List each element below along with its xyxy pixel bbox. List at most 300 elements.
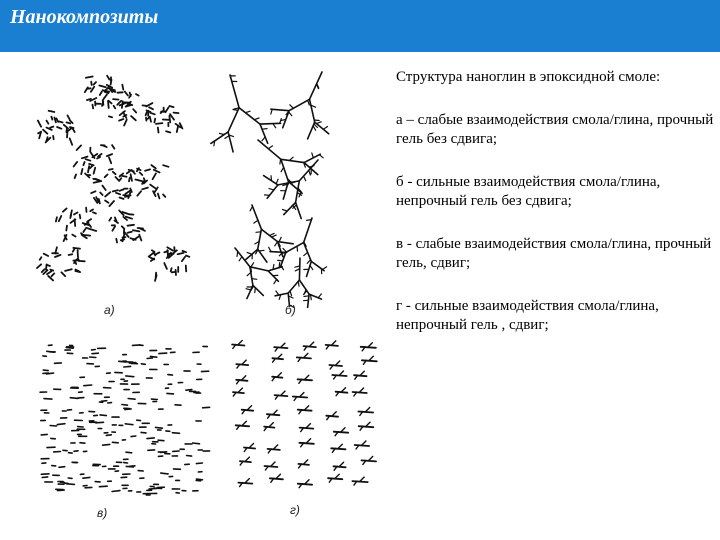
network-branch (270, 252, 286, 253)
aligned-platelet (159, 353, 167, 354)
panel-a-clusters (37, 76, 189, 281)
clay-platelet (140, 173, 143, 176)
flake-branch (242, 421, 246, 425)
clay-platelet (158, 128, 159, 133)
aligned-platelet (128, 399, 135, 400)
network-branch (310, 99, 315, 122)
network-whisker (276, 179, 278, 184)
clay-platelet (125, 92, 128, 96)
clay-platelet (38, 121, 41, 127)
panel-a-label: а) (104, 303, 115, 317)
clay-platelet (100, 193, 102, 196)
clay-platelet (99, 86, 106, 88)
clay-platelet (186, 256, 189, 257)
flake-branch (360, 477, 364, 481)
panel-b-network (211, 72, 329, 307)
aligned-platelet (187, 456, 192, 457)
clay-platelet (105, 192, 110, 196)
clay-platelet (154, 170, 160, 173)
flake-branch (304, 460, 308, 464)
network-whisker (233, 110, 238, 111)
aligned-platelet (106, 435, 111, 436)
clay-platelet (150, 113, 154, 115)
network-whisker (323, 127, 327, 130)
network-whisker (308, 100, 310, 105)
network-whisker (279, 263, 280, 268)
flake-branch (278, 354, 282, 358)
aligned-platelet (41, 434, 47, 435)
flake-branch (362, 441, 366, 445)
clay-platelet (93, 212, 96, 213)
flake-branch (336, 361, 340, 365)
clay-platelet (89, 164, 94, 165)
flake-branch (305, 375, 309, 379)
clay-platelet (109, 169, 113, 170)
aligned-platelet (92, 353, 98, 354)
clay-platelet (116, 193, 120, 195)
clay-platelet (42, 269, 45, 272)
clay-platelet (98, 154, 102, 157)
network-whisker (256, 232, 261, 233)
network-whisker (317, 122, 322, 124)
aligned-platelet (150, 356, 156, 357)
flake-branch (305, 480, 309, 484)
clay-platelet (109, 201, 114, 206)
clay-platelet (120, 103, 126, 105)
description-item-g: г - сильные взаимодействия смола/глина, непрочный гель , сдвиг; (396, 298, 659, 333)
network-branch (304, 218, 312, 243)
aligned-platelet (197, 479, 203, 480)
aligned-platelet (78, 398, 84, 399)
clay-platelet (82, 157, 88, 159)
clay-platelet (150, 185, 155, 189)
clay-platelet (119, 119, 123, 121)
clay-platelet (86, 159, 91, 161)
clay-platelet (112, 91, 115, 92)
clay-platelet (83, 229, 85, 232)
network-whisker (271, 176, 272, 181)
clay-platelet (113, 99, 118, 100)
clay-platelet (108, 101, 109, 108)
aligned-platelet (99, 486, 107, 487)
aligned-platelet (84, 385, 92, 386)
aligned-platelet (133, 345, 141, 346)
network-whisker (237, 252, 238, 257)
aligned-platelet (112, 442, 118, 443)
clay-platelet (86, 228, 92, 230)
aligned-platelet (147, 358, 152, 359)
clay-platelet (156, 252, 160, 254)
clay-platelet (73, 248, 80, 249)
clay-platelet (75, 174, 77, 178)
clay-platelet (163, 195, 165, 197)
aligned-platelet (83, 477, 90, 478)
clay-platelet (94, 82, 96, 85)
network-whisker (307, 220, 312, 221)
network-branch (252, 205, 261, 229)
network-whisker (239, 257, 242, 261)
network-whisker (272, 235, 277, 237)
clay-platelet (57, 127, 61, 129)
clay-platelet (86, 77, 93, 78)
clay-platelet (93, 105, 94, 109)
network-whisker (310, 265, 313, 269)
clay-platelet (150, 118, 151, 122)
clay-platelet (47, 265, 50, 266)
clay-platelet (105, 175, 108, 178)
aligned-platelet (58, 490, 65, 491)
clay-platelet (56, 217, 57, 221)
flake-branch (271, 462, 275, 466)
network-whisker (254, 220, 258, 223)
flake-branch (269, 423, 273, 427)
network-whisker (304, 252, 308, 255)
clay-platelet (67, 122, 71, 123)
flake-branch (238, 388, 242, 392)
clay-platelet (40, 257, 42, 260)
flake-branch (307, 439, 311, 443)
network-whisker (278, 260, 283, 261)
network-whisker (283, 210, 288, 212)
description-item-b: б - сильные взаимодействия смола/глина, непрочный гель без сдвига; (396, 174, 661, 209)
network-branch (310, 72, 323, 99)
aligned-platelet (74, 451, 78, 452)
clay-platelet (94, 181, 101, 182)
network-branch (228, 108, 239, 132)
clay-platelet (142, 188, 148, 190)
clay-platelet (112, 145, 114, 149)
flake-branch (342, 388, 346, 392)
network-whisker (269, 189, 274, 190)
aligned-platelet (126, 466, 133, 467)
flake-branch (366, 422, 370, 426)
aligned-platelet (126, 452, 132, 453)
clay-platelet (129, 178, 130, 182)
clay-platelet (131, 116, 136, 120)
clay-platelet (164, 263, 167, 269)
clay-platelet (111, 80, 112, 85)
clay-platelet (68, 115, 70, 119)
network-branch (296, 181, 300, 203)
clay-platelet (59, 216, 62, 221)
clay-platelet (74, 162, 78, 167)
clay-platelet (171, 268, 172, 271)
flake-branch (306, 424, 310, 428)
aligned-platelet (158, 440, 164, 441)
aligned-platelet (100, 415, 106, 416)
clay-platelet (92, 230, 96, 231)
clay-platelet (166, 131, 170, 132)
clay-platelet (122, 85, 123, 90)
flake-branch (281, 391, 285, 395)
clay-platelet (105, 201, 108, 203)
flake-branch (238, 341, 242, 345)
clay-platelet (137, 191, 141, 196)
aligned-platelet (196, 463, 202, 464)
network-whisker (219, 133, 224, 134)
network-branch (260, 124, 268, 143)
clay-platelet (183, 251, 187, 252)
flake-branch (369, 456, 373, 460)
network-whisker (251, 263, 254, 267)
aligned-platelet (41, 474, 49, 475)
aligned-platelet (43, 370, 48, 371)
flake-branch (305, 406, 309, 410)
clay-platelet (44, 254, 49, 256)
clay-platelet (120, 176, 126, 177)
aligned-platelet (131, 436, 136, 437)
clay-platelet (178, 253, 184, 254)
flake-branch (368, 343, 372, 347)
clay-platelet (83, 162, 84, 165)
clay-platelet (153, 173, 156, 179)
clay-platelet (108, 88, 115, 90)
network-whisker (247, 272, 251, 275)
clay-platelet (116, 239, 117, 243)
network-branch (289, 99, 309, 110)
network-branch (271, 109, 289, 111)
panel-v-label: в) (97, 506, 108, 520)
aligned-platelet (186, 390, 192, 391)
clay-platelet (61, 272, 65, 276)
description-item-v: в - слабые взаимодействия смола/глина, прочный гель, сдвиг; (396, 236, 712, 271)
network-whisker (270, 233, 275, 235)
flake-branch (332, 412, 336, 416)
flake-branch (245, 457, 249, 461)
clay-platelet (103, 95, 107, 100)
aligned-platelet (126, 376, 134, 377)
network-whisker (304, 300, 309, 301)
clay-platelet (47, 271, 51, 274)
aligned-platelet (203, 407, 210, 408)
clay-platelet (128, 232, 132, 233)
clay-platelet (146, 112, 147, 115)
flake-branch (360, 388, 364, 392)
network-whisker (290, 291, 292, 296)
aligned-platelet (156, 427, 163, 428)
clay-platelet (91, 87, 94, 92)
description (396, 68, 714, 359)
aligned-platelet (112, 491, 120, 492)
network-whisker (312, 153, 314, 158)
panel-g-aligned-branches (232, 341, 377, 488)
network-whisker (247, 253, 252, 255)
aligned-platelet (103, 444, 110, 445)
clay-platelet (59, 122, 62, 123)
network-branch (308, 122, 315, 139)
clay-platelet (70, 138, 73, 144)
panel-b-label: б) (285, 303, 296, 317)
network-whisker (250, 206, 252, 210)
aligned-platelet (168, 375, 173, 376)
network-branch (239, 108, 260, 124)
network-whisker (281, 167, 284, 171)
flake-branch (332, 341, 336, 345)
flake-branch (340, 371, 344, 375)
flake-branch (341, 428, 345, 432)
network-branch (299, 280, 309, 294)
network-whisker (274, 280, 277, 284)
clay-platelet (109, 218, 111, 221)
flake-branch (338, 444, 342, 448)
aligned-platelet (172, 433, 179, 434)
clay-platelet (150, 257, 155, 259)
clay-platelet (69, 254, 73, 255)
clay-platelet (114, 106, 116, 109)
network-whisker (214, 141, 215, 146)
clay-platelet (90, 210, 93, 212)
aligned-platelet (124, 366, 131, 367)
clay-platelet (74, 213, 78, 215)
network-whisker (322, 267, 326, 270)
clay-platelet (170, 106, 174, 107)
clay-platelet (131, 174, 132, 181)
clay-platelet (109, 116, 112, 117)
clay-platelet (88, 166, 89, 172)
network-whisker (262, 129, 267, 130)
clay-platelet (90, 166, 93, 168)
aligned-platelet (80, 443, 85, 444)
clay-platelet (149, 252, 154, 256)
clay-platelet (116, 177, 120, 181)
clay-platelet (91, 82, 92, 85)
clay-platelet (87, 219, 91, 222)
aligned-platelet (193, 443, 200, 444)
network-whisker (298, 281, 299, 286)
flake-branch (304, 353, 308, 357)
network-whisker (314, 120, 319, 121)
clay-platelet (158, 194, 160, 199)
aligned-platelet (125, 424, 133, 425)
flake-branch (274, 445, 278, 449)
flake-branch (310, 342, 314, 346)
network-branch (230, 75, 239, 108)
clay-platelet (55, 255, 61, 257)
network-branch (278, 242, 294, 244)
network-whisker (304, 296, 309, 297)
clay-platelet (102, 101, 103, 106)
clay-platelet (87, 99, 91, 100)
network-whisker (245, 111, 250, 113)
flake-branch (335, 474, 339, 478)
clay-platelet (146, 103, 152, 106)
aligned-platelet (59, 467, 65, 468)
flake-branch (340, 462, 344, 466)
flake-branch (281, 343, 285, 347)
clay-platelet (109, 157, 111, 163)
clay-platelet (156, 123, 162, 124)
network-whisker (279, 237, 281, 242)
network-whisker (276, 291, 279, 295)
clay-platelet (126, 217, 132, 219)
clay-platelet (65, 269, 72, 271)
aligned-platelet (161, 473, 168, 474)
clay-platelet (127, 171, 130, 173)
clay-platelet (103, 145, 107, 147)
clay-platelet (133, 230, 139, 231)
structure-figure (0, 52, 380, 540)
clay-platelet (77, 145, 82, 150)
clay-platelet (124, 120, 127, 126)
clay-platelet (80, 215, 81, 219)
flake-branch (300, 393, 304, 397)
clay-platelet (52, 273, 55, 276)
clay-platelet (72, 235, 75, 237)
aligned-platelet (167, 393, 174, 394)
flake-branch (248, 406, 252, 410)
clay-platelet (113, 172, 116, 174)
network-branch (267, 185, 278, 198)
clay-platelet (94, 168, 96, 174)
aligned-platelet (147, 438, 154, 439)
aligned-platelet (50, 426, 56, 427)
network-whisker (290, 105, 294, 109)
network-whisker (319, 155, 323, 158)
page-title: Нанокомпозиты (10, 6, 159, 28)
clay-platelet (130, 189, 132, 193)
clay-platelet (91, 191, 95, 193)
network-whisker (309, 170, 311, 175)
aligned-platelet (141, 432, 146, 433)
clay-platelet (129, 95, 131, 98)
clay-platelet (71, 210, 72, 215)
clay-platelet (149, 107, 153, 109)
clay-platelet (182, 257, 185, 261)
network-whisker (275, 242, 278, 246)
clay-platelet (139, 235, 141, 241)
panel-g-label: г) (290, 503, 300, 517)
network-whisker (259, 250, 264, 251)
network-branch (268, 267, 282, 271)
network-branch (281, 159, 304, 162)
clay-platelet (120, 198, 124, 199)
clay-platelet (75, 219, 76, 226)
clay-platelet (113, 190, 118, 191)
aligned-platelet (90, 357, 96, 358)
clay-platelet (107, 76, 109, 80)
aligned-platelet (101, 401, 107, 402)
clay-platelet (140, 228, 145, 231)
clay-platelet (136, 94, 139, 96)
flake-branch (245, 479, 249, 483)
flake-branch (360, 371, 364, 375)
clay-platelet (133, 109, 136, 112)
flake-branch (276, 474, 280, 478)
clay-platelet (73, 128, 75, 132)
clay-platelet (135, 180, 138, 181)
flake-branch (242, 360, 246, 364)
network-whisker (255, 288, 256, 293)
clay-platelet (66, 226, 67, 231)
network-branch (250, 267, 268, 271)
aligned-platelet (122, 405, 128, 406)
network-branch (286, 243, 304, 253)
clay-platelet (122, 226, 125, 229)
clay-platelet (167, 250, 168, 256)
clay-platelet (49, 111, 55, 112)
clay-platelet (51, 117, 52, 120)
network-whisker (318, 294, 321, 298)
clay-platelet (128, 225, 135, 226)
clay-platelet (56, 118, 58, 121)
description-item-a: а – слабые взаимодействия смола/глина, прочный гель без сдвига; (396, 112, 714, 147)
clay-platelet (174, 113, 179, 114)
clay-platelet (53, 136, 54, 139)
network-branch (260, 123, 281, 124)
clay-platelet (112, 226, 115, 230)
aligned-platelet (44, 399, 52, 400)
network-whisker (254, 118, 259, 120)
